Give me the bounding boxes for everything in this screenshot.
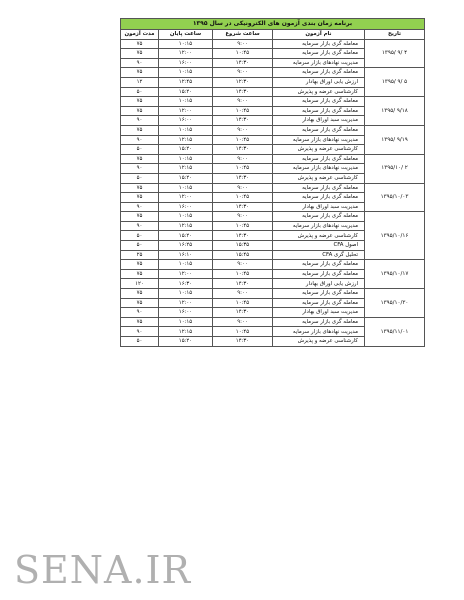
date-cell: ۱۳۹۵/۱۰/۱۷: [365, 260, 425, 289]
start-time-cell: ۱۴:۳۰: [213, 145, 273, 155]
duration-cell: ۷۵: [121, 49, 159, 59]
start-time-cell: ۹:۰۰: [213, 212, 273, 222]
exam-name-cell: معامله گری بازار سرمایه: [273, 193, 365, 203]
table-row: [121, 68, 425, 78]
duration-cell: ۷۵: [121, 317, 159, 327]
duration-cell: ۹۰: [121, 202, 159, 212]
duration-cell: ۷۵: [121, 97, 159, 107]
header-duration: مدت آزمون: [121, 30, 159, 40]
end-time-cell: ۱۰:۱۵: [159, 97, 213, 107]
duration-cell: ۹۰: [121, 116, 159, 126]
date-cell: ۱۳۹۵/۱۰/۱۶: [365, 212, 425, 260]
start-time-cell: ۱۴:۳۰: [213, 58, 273, 68]
start-time-cell: ۱۵:۴۵: [213, 250, 273, 260]
duration-cell: ۹۰: [121, 221, 159, 231]
duration-cell: ۷۵: [121, 68, 159, 78]
header-start-time: ساعت شروع: [213, 30, 273, 40]
table-row: [121, 317, 425, 327]
start-time-cell: ۹:۰۰: [213, 289, 273, 299]
start-time-cell: ۱۴:۳۰: [213, 87, 273, 97]
exam-name-cell: معامله گری بازار سرمایه: [273, 68, 365, 78]
end-time-cell: ۱۲:۱۵: [159, 164, 213, 174]
exam-name-cell: معامله گری بازار سرمایه: [273, 49, 365, 59]
duration-cell: ۱۲۰: [121, 279, 159, 289]
end-time-cell: ۱۶:۰۰: [159, 116, 213, 126]
duration-cell: ۷۵: [121, 125, 159, 135]
exam-name-cell: معامله گری بازار سرمایه: [273, 39, 365, 49]
end-time-cell: ۱۰:۱۵: [159, 125, 213, 135]
header-exam-name: نام آزمون: [273, 30, 365, 40]
exam-name-cell: مدیریت سبد اوراق بهادار: [273, 202, 365, 212]
exam-name-cell: ارزش یابی اوراق بهادار: [273, 279, 365, 289]
duration-cell: ۷۵: [121, 106, 159, 116]
start-time-cell: ۹:۰۰: [213, 183, 273, 193]
duration-cell: ۹۰: [121, 327, 159, 337]
start-time-cell: ۹:۰۰: [213, 97, 273, 107]
header-end-time: ساعت پایان: [159, 30, 213, 40]
end-time-cell: ۱۰:۱۵: [159, 154, 213, 164]
start-time-cell: ۱۴:۳۰: [213, 308, 273, 318]
start-time-cell: ۹:۰۰: [213, 125, 273, 135]
duration-cell: ۷۵: [121, 298, 159, 308]
table-row: [121, 97, 425, 107]
exam-name-cell: کارشناسی عرضه و پذیرش: [273, 87, 365, 97]
end-time-cell: ۱۲:۰۰: [159, 49, 213, 59]
date-cell: ۱۳۹۵/۱۰/۰۳: [365, 183, 425, 212]
end-time-cell: ۱۰:۱۵: [159, 212, 213, 222]
start-time-cell: ۹:۰۰: [213, 39, 273, 49]
table-row: [121, 39, 425, 49]
date-cell: ۱۳۹۵/۱۱/۰۱: [365, 317, 425, 346]
exam-name-cell: کارشناسی عرضه و پذیرش: [273, 145, 365, 155]
table-row: [121, 289, 425, 299]
exam-name-cell: مدیریت سبد اوراق بهادار: [273, 308, 365, 318]
start-time-cell: ۹:۰۰: [213, 68, 273, 78]
duration-cell: ۷۵: [121, 193, 159, 203]
end-time-cell: ۱۶:۰۰: [159, 202, 213, 212]
end-time-cell: ۱۶:۰۰: [159, 58, 213, 68]
end-time-cell: ۱۶:۰۰: [159, 308, 213, 318]
duration-cell: ۷۵: [121, 260, 159, 270]
start-time-cell: ۱۲:۳۰: [213, 77, 273, 87]
end-time-cell: ۱۰:۱۵: [159, 289, 213, 299]
start-time-cell: ۱۴:۳۰: [213, 337, 273, 347]
end-time-cell: ۱۲:۱۵: [159, 135, 213, 145]
exam-name-cell: معامله گری بازار سرمایه: [273, 97, 365, 107]
end-time-cell: ۱۰:۱۵: [159, 260, 213, 270]
end-time-cell: ۱۵:۲۰: [159, 145, 213, 155]
end-time-cell: ۱۵:۲۰: [159, 337, 213, 347]
duration-cell: ۵۰: [121, 231, 159, 241]
exam-name-cell: ارزش یابی اوراق بهادار: [273, 77, 365, 87]
start-time-cell: ۱۰:۴۵: [213, 193, 273, 203]
exam-name-cell: معامله گری بازار سرمایه: [273, 212, 365, 222]
duration-cell: ۷۵: [121, 212, 159, 222]
start-time-cell: ۱۴:۳۰: [213, 202, 273, 212]
exam-name-cell: معامله گری بازار سرمایه: [273, 260, 365, 270]
end-time-cell: ۱۲:۰۰: [159, 298, 213, 308]
schedule-sheet: [120, 18, 424, 347]
table-row: [121, 260, 425, 270]
exam-name-cell: معامله گری بازار سرمایه: [273, 269, 365, 279]
exam-name-cell: مدیریت نهادهای بازار سرمایه: [273, 327, 365, 337]
exam-name-cell: مدیریت نهادهای بازار سرمایه: [273, 164, 365, 174]
exam-name-cell: اصول CFA: [273, 241, 365, 251]
start-time-cell: ۹:۰۰: [213, 317, 273, 327]
end-time-cell: ۱۲:۱۵: [159, 327, 213, 337]
exam-name-cell: معامله گری بازار سرمایه: [273, 154, 365, 164]
exam-name-cell: معامله گری بازار سرمایه: [273, 289, 365, 299]
table-row: [121, 154, 425, 164]
start-time-cell: ۱۰:۴۵: [213, 106, 273, 116]
end-time-cell: ۱۵:۲۰: [159, 173, 213, 183]
exam-name-cell: معامله گری بازار سرمایه: [273, 183, 365, 193]
table-row: [121, 212, 425, 222]
table-row: [121, 125, 425, 135]
duration-cell: ۲۵: [121, 250, 159, 260]
start-time-cell: ۱۴:۳۰: [213, 231, 273, 241]
exam-name-cell: کارشناسی عرضه و پذیرش: [273, 231, 365, 241]
duration-cell: ۵۰: [121, 241, 159, 251]
end-time-cell: ۱۰:۱۵: [159, 183, 213, 193]
duration-cell: ۹۰: [121, 58, 159, 68]
start-time-cell: ۱۰:۴۵: [213, 327, 273, 337]
exam-name-cell: معامله گری بازار سرمایه: [273, 106, 365, 116]
duration-cell: ۵۰: [121, 87, 159, 97]
date-cell: ۱۳۹۵/ ۹/۱۸: [365, 97, 425, 126]
end-time-cell: ۱۰:۱۵: [159, 68, 213, 78]
exam-name-cell: تحلیل گری CFA: [273, 250, 365, 260]
start-time-cell: ۹:۰۰: [213, 260, 273, 270]
duration-cell: ۱۲: [121, 77, 159, 87]
end-time-cell: ۱۶:۱۰: [159, 250, 213, 260]
end-time-cell: ۱۲:۴۵: [159, 77, 213, 87]
end-time-cell: ۱۵:۲۰: [159, 231, 213, 241]
duration-cell: ۷۵: [121, 154, 159, 164]
duration-cell: ۹۰: [121, 164, 159, 174]
exam-name-cell: کارشناسی عرضه و پذیرش: [273, 173, 365, 183]
date-cell: ۱۳۹۵/۱۰/ ۲: [365, 154, 425, 183]
date-cell: ۱۳۹۵/ ۹/ ۴: [365, 39, 425, 68]
end-time-cell: ۱۰:۱۵: [159, 317, 213, 327]
exam-schedule-table: [120, 18, 425, 347]
duration-cell: ۵۰: [121, 145, 159, 155]
date-cell: ۱۳۹۵/۱۰/۳۰: [365, 289, 425, 318]
duration-cell: ۵۰: [121, 173, 159, 183]
start-time-cell: ۱۰:۴۵: [213, 221, 273, 231]
duration-cell: ۵۰: [121, 337, 159, 347]
exam-name-cell: مدیریت نهادهای بازار سرمایه: [273, 58, 365, 68]
table-row: [121, 183, 425, 193]
header-date: تاریخ: [365, 30, 425, 40]
date-cell: ۱۳۹۵/ ۹/ ۵: [365, 68, 425, 97]
start-time-cell: ۱۰:۴۵: [213, 164, 273, 174]
start-time-cell: ۱۴:۳۰: [213, 116, 273, 126]
duration-cell: ۷۵: [121, 183, 159, 193]
start-time-cell: ۱۰:۴۵: [213, 269, 273, 279]
start-time-cell: ۱۰:۴۵: [213, 298, 273, 308]
exam-name-cell: مدیریت نهادهای بازار سرمایه: [273, 221, 365, 231]
start-time-cell: ۹:۰۰: [213, 154, 273, 164]
exam-name-cell: کارشناسی عرضه و پذیرش: [273, 337, 365, 347]
start-time-cell: ۱۵:۳۵: [213, 241, 273, 251]
exam-name-cell: معامله گری بازار سرمایه: [273, 125, 365, 135]
exam-name-cell: مدیریت سبد اوراق بهادار: [273, 116, 365, 126]
end-time-cell: ۱۲:۰۰: [159, 106, 213, 116]
date-cell: ۱۳۹۵/ ۹/۱۹: [365, 125, 425, 154]
end-time-cell: ۱۵:۲۰: [159, 87, 213, 97]
schedule-body: [121, 39, 425, 346]
watermark-logo: SENA.IR: [14, 548, 192, 592]
duration-cell: ۷۵: [121, 269, 159, 279]
start-time-cell: ۱۴:۳۰: [213, 173, 273, 183]
start-time-cell: ۱۰:۴۵: [213, 49, 273, 59]
table-title: برنامه زمان بندی آزمون های الکترونیکی در سال ۱۳۹۵: [121, 19, 425, 30]
end-time-cell: ۱۶:۲۵: [159, 241, 213, 251]
exam-name-cell: معامله گری بازار سرمایه: [273, 298, 365, 308]
end-time-cell: ۱۶:۳۰: [159, 279, 213, 289]
duration-cell: ۷۵: [121, 289, 159, 299]
end-time-cell: ۱۲:۰۰: [159, 269, 213, 279]
start-time-cell: ۱۰:۴۵: [213, 135, 273, 145]
exam-name-cell: مدیریت نهادهای بازار سرمایه: [273, 135, 365, 145]
end-time-cell: ۱۰:۱۵: [159, 39, 213, 49]
duration-cell: ۷۵: [121, 39, 159, 49]
start-time-cell: ۱۴:۳۰: [213, 279, 273, 289]
duration-cell: ۹۰: [121, 308, 159, 318]
end-time-cell: ۱۲:۰۰: [159, 193, 213, 203]
end-time-cell: ۱۲:۱۵: [159, 221, 213, 231]
exam-name-cell: معامله گری بازار سرمایه: [273, 317, 365, 327]
duration-cell: ۹۰: [121, 135, 159, 145]
